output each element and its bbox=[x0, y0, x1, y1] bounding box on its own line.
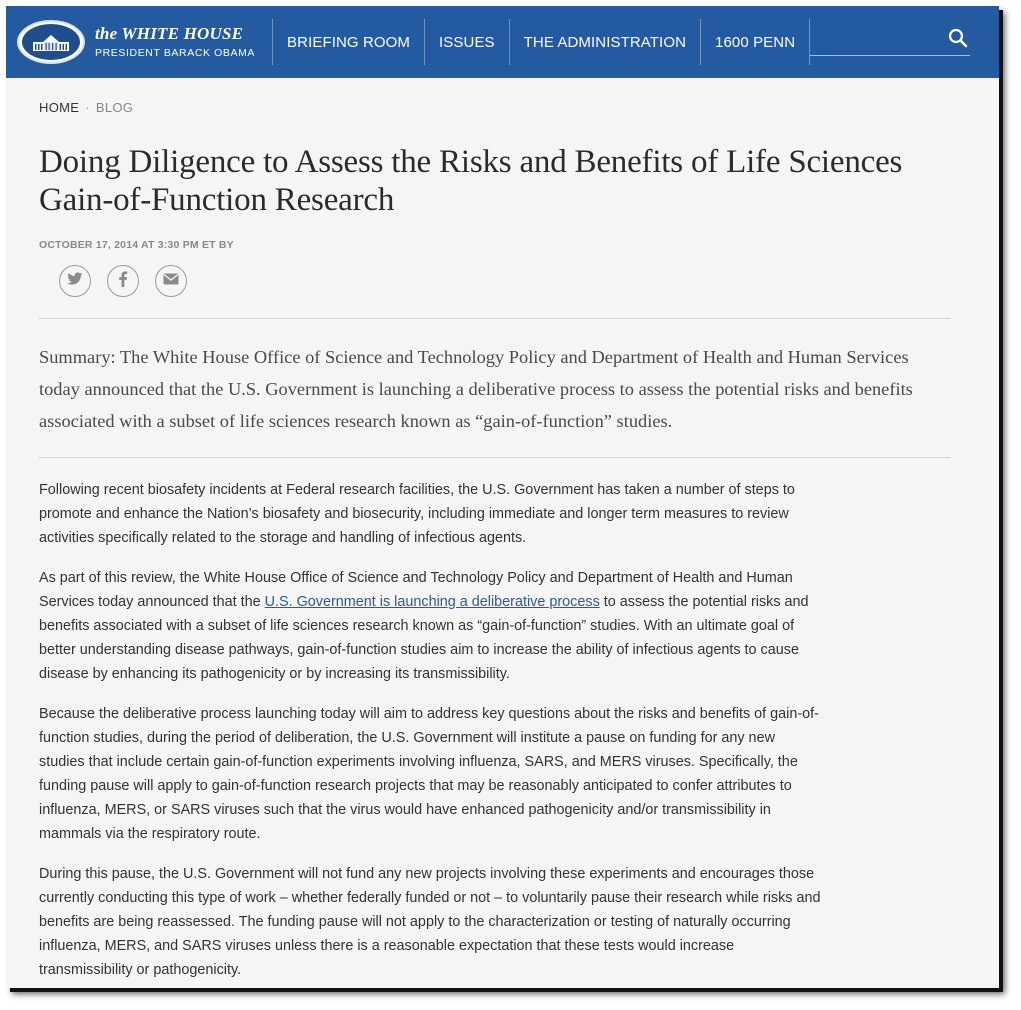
email-share-button[interactable] bbox=[155, 265, 187, 297]
article-body bbox=[39, 478, 821, 982]
post-date: OCTOBER 17, 2014 AT 3:30 PM ET BY bbox=[39, 239, 234, 251]
main-nav bbox=[272, 6, 810, 78]
nav-1600-penn[interactable]: 1600 PENN bbox=[700, 19, 810, 65]
white-house-seal-icon bbox=[17, 20, 85, 64]
paragraph-3: Because the deliberative process launching today will aim to address key questions about the risks and benefits of gain-of-function studies, during the period of deliberation, the U.S. Government will institute a pause on funding for any new studies that include certain gain-of-function experiments involving influenza, SARS, and MERS viruses. Specifically, the funding pause will apply to gain-of-function research projects that may be reasonably anticipated to confer attributes to influenza, MERS, or SARS viruses such that the virus would have enhanced pathogenicity and/or transmissibility in mammals via the respiratory route. bbox=[39, 706, 819, 842]
email-icon bbox=[163, 272, 179, 290]
share-buttons bbox=[59, 265, 951, 297]
nav-the-administration[interactable]: THE ADMINISTRATION bbox=[509, 19, 700, 65]
facebook-share-button[interactable] bbox=[107, 265, 139, 297]
search-icon[interactable] bbox=[948, 28, 968, 53]
twitter-share-button[interactable] bbox=[59, 265, 91, 297]
site-header bbox=[6, 6, 999, 78]
browser-page bbox=[6, 6, 999, 988]
paragraph-1: Following recent biosafety incidents at Federal research facilities, the U.S. Government has taken a number of steps to promote and enhance the Nation’s biosafety and biosecurity, including immediate and longer term measures to review activities specifically related to the storage and handling of infectious agents. bbox=[39, 482, 795, 546]
site-logo[interactable] bbox=[17, 6, 255, 78]
divider bbox=[39, 457, 951, 458]
paragraph-2-text-start: As part of this review, the White House Office of Science and Technology Policy and Department of Health and Human Services today announced that the bbox=[39, 570, 793, 610]
search-box bbox=[810, 26, 970, 56]
nav-issues[interactable]: ISSUES bbox=[424, 19, 509, 65]
article-summary: Summary: The White House Office of Science and Technology Policy and Department of Health and Human Services today announced that the U.S. Government is launching a deliberative process to assess the potential risks and benefits associated with a subset of life sciences research known as “gain-of-function” studies. bbox=[39, 347, 913, 431]
breadcrumb bbox=[39, 100, 951, 115]
divider bbox=[39, 318, 951, 319]
paragraph-2 bbox=[39, 566, 821, 686]
logo-subtitle: PRESIDENT BARACK OBAMA bbox=[95, 47, 256, 59]
search-input[interactable] bbox=[810, 26, 944, 54]
paragraph-4: During this pause, the U.S. Government will not fund any new projects involving these experiments and encourages those currently conducting this type of work – whether federally funded or not – to voluntarily pause their research while risks and benefits are being reassessed. The funding pause will not apply to the characterization or testing of naturally occurring influenza, MERS, and SARS viruses unless there is a reasonable expectation that these tests would increase transmissibility or pathogenicity. bbox=[39, 866, 821, 978]
page-title: Doing Diligence to Assess the Risks and Benefits of Life Sciences Gain-of-Function Research bbox=[39, 144, 903, 218]
twitter-icon bbox=[67, 272, 83, 291]
nav-briefing-room[interactable]: BRIEFING ROOM bbox=[272, 19, 424, 65]
article-content bbox=[39, 78, 951, 988]
deliberative-process-link[interactable]: U.S. Government is launching a deliberative process bbox=[264, 594, 600, 610]
facebook-icon bbox=[118, 271, 128, 292]
logo-title: the WHITE HOUSE bbox=[95, 24, 244, 43]
breadcrumb-blog[interactable]: BLOG bbox=[95, 100, 134, 115]
breadcrumb-separator: · bbox=[85, 100, 90, 115]
breadcrumb-home[interactable]: HOME bbox=[39, 100, 80, 115]
paragraph-2-text-end: to assess the potential risks and benefits associated with a subset of life sciences research known as “gain-of-function” studies. With an ultimate goal of better understanding disease pathways, gain-of-function studies aim to increase the ability of infectious agents to cause disease by enhancing its pathogenicity or by increasing its transmissibility. bbox=[39, 594, 809, 682]
